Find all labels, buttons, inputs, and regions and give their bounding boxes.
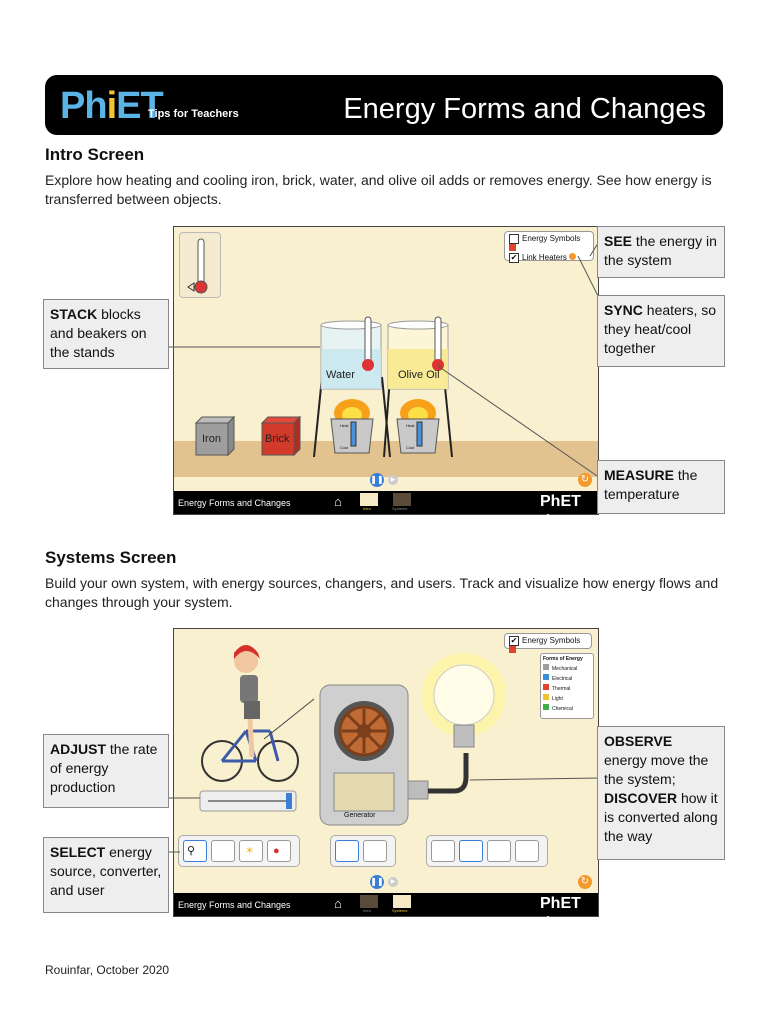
- nav-title: Energy Forms and Changes: [178, 498, 291, 508]
- page-title: Energy Forms and Changes: [343, 93, 706, 125]
- home-icon[interactable]: ⌂: [334, 896, 342, 911]
- brick-block-label: Brick: [265, 433, 290, 445]
- legend-item: Chemical: [543, 704, 591, 712]
- teapot-icon: ●: [273, 845, 280, 857]
- footer-credit: Rouinfar, October 2020: [45, 963, 170, 977]
- pause-button[interactable]: ❚❚: [370, 875, 384, 889]
- water-label: Water: [326, 369, 355, 381]
- phet-menu[interactable]: PhET ⋮: [540, 493, 581, 530]
- systems-tab-label[interactable]: Systems: [392, 506, 408, 511]
- phet-logo: PhiET: [60, 85, 163, 127]
- reset-all-button[interactable]: ↻: [578, 875, 592, 889]
- generator-label: Generator: [344, 812, 376, 819]
- iron-block-label: Iron: [202, 433, 221, 445]
- home-icon[interactable]: ⌂: [334, 494, 342, 509]
- legend-title: Forms of Energy: [543, 656, 583, 662]
- legend-item: Light: [543, 694, 591, 702]
- legend-item: Electrical: [543, 674, 591, 682]
- pause-button[interactable]: ❚❚: [370, 473, 384, 487]
- select-callout: SELECT energy source, converter, and user: [43, 837, 169, 913]
- sun-icon: ✶: [245, 845, 255, 857]
- energy-symbols-checkbox[interactable]: Energy Symbols: [509, 234, 589, 253]
- stack-callout: STACK blocks and beakers on the stands: [43, 299, 169, 369]
- bicycle-icon: ⚲: [187, 845, 196, 857]
- heat-label-water: Heat: [340, 423, 349, 428]
- see-callout: SEE the energy in the system: [597, 226, 725, 278]
- intro-tab-label[interactable]: Intro: [363, 908, 372, 913]
- legend-item: Mechanical: [543, 664, 591, 672]
- systems-heading: Systems Screen: [45, 548, 177, 567]
- sync-callout: SYNC heaters, so they heat/cool together: [597, 295, 725, 367]
- adjust-callout: ADJUST the rate of energy production: [43, 734, 169, 808]
- observe-discover-callout: OBSERVE energy move the the system; DISCOVER how it is converted along the way: [597, 726, 725, 860]
- step-button[interactable]: ▶: [388, 877, 398, 887]
- intro-tab-label[interactable]: Intro: [363, 506, 372, 511]
- nav-title: Energy Forms and Changes: [178, 900, 291, 910]
- intro-description: Explore how heating and cooling iron, brick, water, and olive oil adds or removes energy. See how energy is transferred between objects.: [45, 172, 712, 207]
- legend-item: Thermal: [543, 684, 591, 692]
- cool-label-oil: Cool: [406, 445, 415, 450]
- measure-callout: MEASURE the temperature: [597, 460, 725, 514]
- phet-menu[interactable]: PhET ⋮: [540, 895, 581, 932]
- checkbox-checked-icon[interactable]: ✔: [510, 636, 518, 645]
- cool-label-water: Cool: [340, 445, 349, 450]
- tagline: Tips for Teachers: [148, 108, 239, 120]
- reset-all-button[interactable]: ↻: [578, 473, 592, 487]
- intro-heading: Intro Screen: [45, 145, 145, 164]
- heat-label-oil: Heat: [406, 423, 415, 428]
- checkbox-checked-icon[interactable]: ✔: [510, 253, 518, 262]
- step-button[interactable]: ▶: [388, 475, 398, 485]
- systems-energy-symbols-checkbox[interactable]: ✔ Energy Symbols: [504, 633, 592, 649]
- olive-oil-label: Olive Oil: [398, 369, 440, 381]
- link-heaters-checkbox[interactable]: ✔ Link Heaters: [509, 253, 589, 263]
- systems-description: Build your own system, with energy sources, changers, and users. Track and visualize how energy flows and changes through your system.: [45, 575, 719, 610]
- systems-tab-label[interactable]: Systems: [392, 908, 408, 913]
